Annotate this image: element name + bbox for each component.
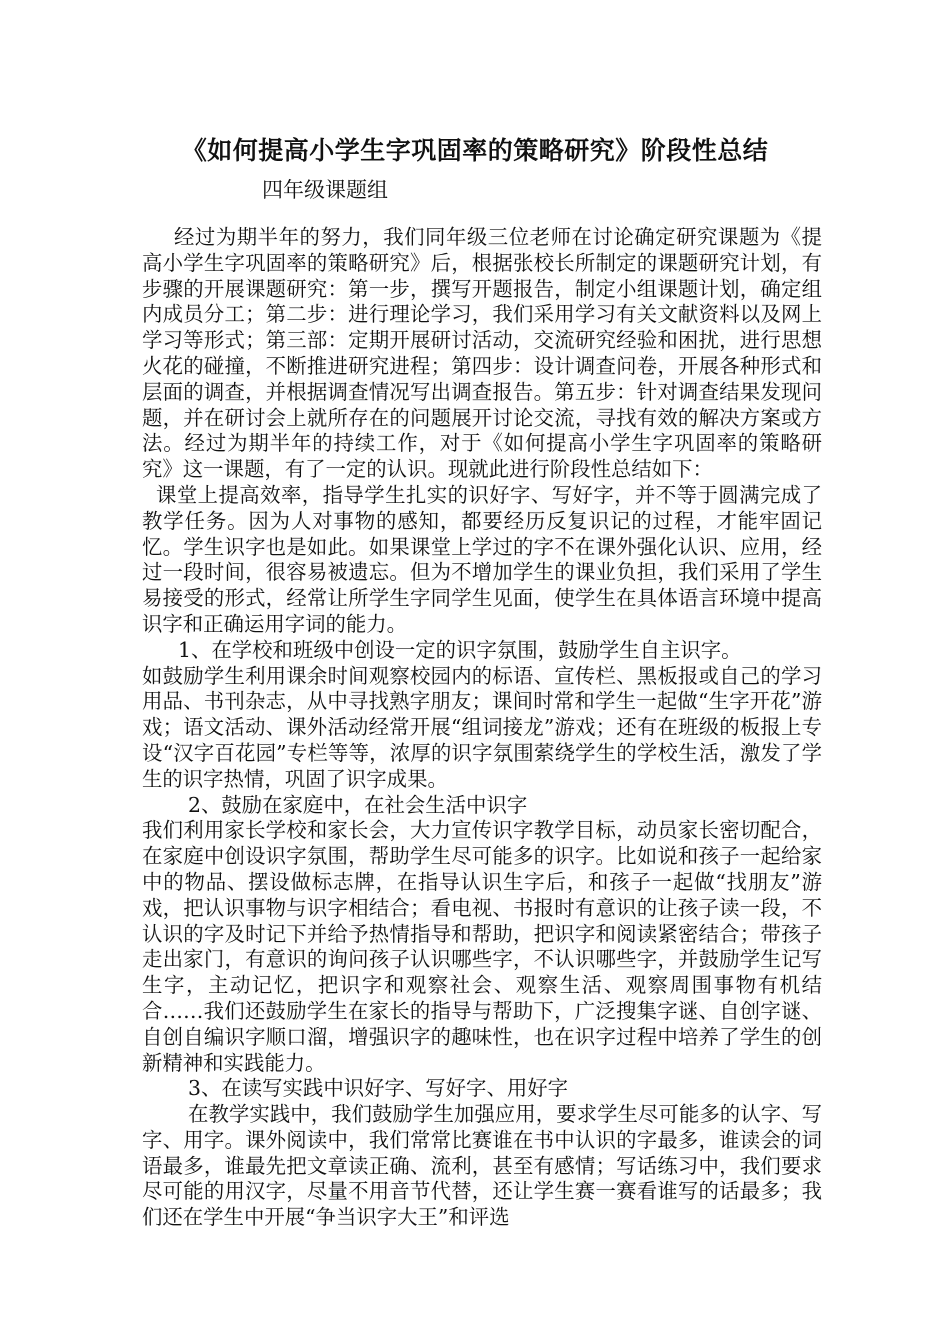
section-heading-3: 3、在读写实践中识好字、写好字、用好字 [188,1076,569,1101]
section-heading-1: 1、在学校和班级中创设一定的识字氛围，鼓励学生自主识字。 [178,637,742,662]
document-body [142,225,822,1231]
paragraph-classroom: 课堂上提高效率，指导学生扎实的识好字、写好字，并不等于圆满完成了教学任务。因为人对事物的感知，都要经历反复识记的过程，才能牢固记忆。学生识字也是如此。如果课堂上学过的字不在课外强化认识、应用，经过一段时间，很容易被遗忘。但为不增加学生的课业负担，我们采用了学生易接受的形式，经常让所学生字同学生见面，使学生在具体语言环境中提高识字和正确运用字词的能力。 [142,482,822,636]
section-heading-2: 2、鼓励在家庭中，在社会生活中识字 [188,792,528,817]
paragraph-family: 我们利用家长学校和家长会，大力宣传识字教学目标，动员家长密切配合，在家庭中创设识字氛围，帮助学生尽可能多的识字。比如说和孩子一起给家中的物品、摆设做标志牌，在指导认识生字后，和孩子一起做“找朋友”游戏，把认识事物与识字相结合；看电视、书报时有意识的让孩子读一段，不认识的字及时记下并给予热情指导和帮助，把识字和阅读紧密结合；带孩子走出家门，有意识的询问孩子认识哪些字，不认识哪些字，并鼓励学生记写生字，主动记忆，把识字和观察社会、观察生活、观察周围事物有机结合……我们还鼓励学生在家长的指导与帮助下，广泛搜集字谜、自创字谜、自创自编识字顺口溜，增强识字的趣味性，也在识字过程中培养了学生的创新精神和实践能力。 [142,818,822,1075]
document-title: 《如何提高小学生字巩固率的策略研究》阶段性总结 [181,136,769,165]
paragraph-practice: 在教学实践中，我们鼓励学生加强应用，要求学生尽可能多的认字、写字、用字。课外阅读中，我们常常比赛谁在书中认识的字最多，谁读会的词语最多，谁最先把文章读正确、流利，甚至有感情；写话练习中，我们要求尽可能的用汉字，尽量不用音节代替，还让学生赛一赛看谁写的话最多；我们还在学生中开展“争当识字大王”和评选 [142,1102,822,1230]
author-group: 四年级课题组 [262,178,388,202]
paragraph-school-environment: 如鼓励学生利用课余时间观察校园内的标语、宣传栏、黑板报或自己的学习用品、书刊杂志，从中寻找熟字朋友；课间时常和学生一起做“生字开花”游戏；语文活动、课外活动经常开展“组词接龙”游戏；还有在班级的板报上专设“汉字百花园”专栏等等，浓厚的识字氛围萦绕学生的学校生活，激发了学生的识字热情，巩固了识字成果。 [142,663,822,791]
paragraph-intro: 经过为期半年的努力，我们同年级三位老师在讨论确定研究课题为《提高小学生字巩固率的策略研究》后，根据张校长所制定的课题研究计划，有步骤的开展课题研究：第一步，撰写开题报告，制定小组课题计划，确定组内成员分工；第二步：进行理论学习，我们采用学习有关文献资料以及网上学习等形式；第三部：定期开展研讨活动，交流研究经验和困扰，进行思想火花的碰撞，不断推进研究进程；第四步：设计调查问卷，开展各种形式和层面的调查，并根据调查情况写出调查报告。第五步：针对调查结果发现问题，并在研讨会上就所存在的问题展开讨论交流，寻找有效的解决方案或方法。经过为期半年的持续工作，对于《如何提高小学生字巩固率的策略研究》这一课题，有了一定的认识。现就此进行阶段性总结如下： [142,225,822,482]
